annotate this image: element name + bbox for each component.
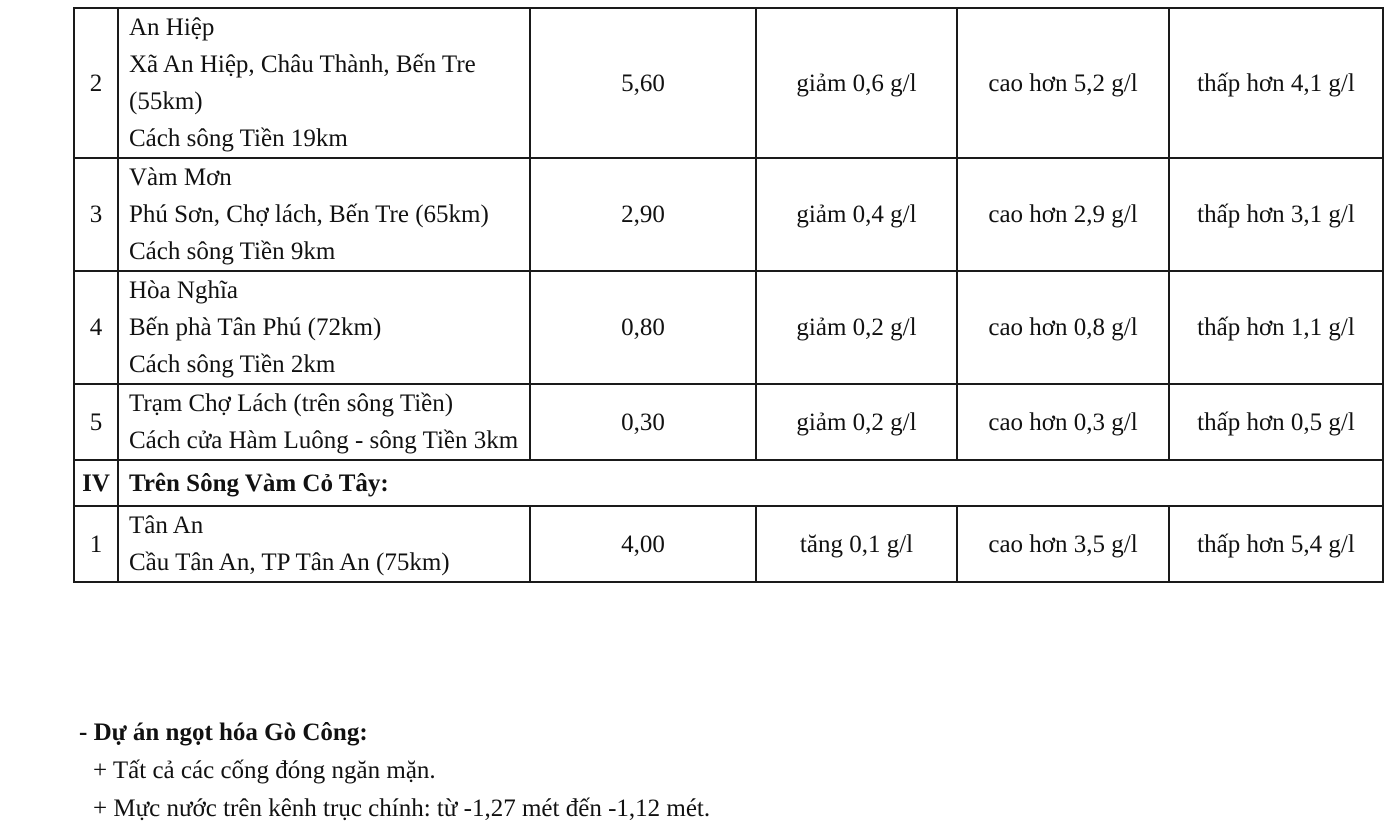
compare-lower: thấp hơn 5,4 g/l [1169,506,1383,582]
compare-lower: thấp hơn 3,1 g/l [1169,158,1383,271]
compare-higher: cao hơn 0,3 g/l [957,384,1169,460]
station-location-line: Xã An Hiệp, Châu Thành, Bến Tre (55km) [129,51,476,115]
table-row [74,506,1383,582]
compare-higher: cao hơn 5,2 g/l [957,8,1169,158]
compare-higher: cao hơn 0,8 g/l [957,271,1169,384]
salinity-change: giảm 0,4 g/l [756,158,957,271]
station-location-line: Bến phà Tân Phú (72km) [129,314,382,341]
salinity-table [73,7,1384,583]
station-location-line: Trạm Chợ Lách (trên sông Tiền) [129,390,454,417]
station-location [118,271,530,384]
compare-higher: cao hơn 3,5 g/l [957,506,1169,582]
row-number: 5 [74,384,118,460]
salinity-table-body [74,8,1383,582]
row-number: 2 [74,8,118,158]
note-item-2: + Mực nước trên kênh trục chính: từ -1,27 mét đến -1,12 mét. [93,795,711,822]
station-location-line: Hòa Nghĩa [129,277,238,304]
compare-lower: thấp hơn 0,5 g/l [1169,384,1383,460]
section-title: Trên Sông Vàm Cỏ Tây: [118,460,1383,506]
station-location [118,384,530,460]
salinity-value: 5,60 [530,8,756,158]
row-number: 3 [74,158,118,271]
salinity-value: 0,80 [530,271,756,384]
station-location-line: Cầu Tân An, TP Tân An (75km) [129,549,450,576]
row-number: 1 [74,506,118,582]
compare-higher: cao hơn 2,9 g/l [957,158,1169,271]
salinity-value: 0,30 [530,384,756,460]
station-location-line: Phú Sơn, Chợ lách, Bến Tre (65km) [129,201,489,228]
section-number: IV [74,460,118,506]
note-item-1: + Tất cả các cống đóng ngăn mặn. [93,757,436,784]
station-location-line: Tân An [129,512,204,539]
station-location [118,506,530,582]
station-location-line: Cách sông Tiền 19km [129,125,348,152]
station-location-line: Cách cửa Hàm Luông - sông Tiền 3km [129,427,519,454]
table-row [74,271,1383,384]
station-location-line: An Hiệp [129,14,215,41]
station-location [118,158,530,271]
compare-lower: thấp hơn 4,1 g/l [1169,8,1383,158]
station-location [118,8,530,158]
salinity-value: 2,90 [530,158,756,271]
notes-heading: - Dự án ngọt hóa Gò Công: [79,719,368,746]
salinity-change: giảm 0,2 g/l [756,271,957,384]
station-location-line: Vàm Mơn [129,164,232,191]
salinity-change: giảm 0,2 g/l [756,384,957,460]
station-location-line: Cách sông Tiền 9km [129,238,336,265]
salinity-change: giảm 0,6 g/l [756,8,957,158]
row-number: 4 [74,271,118,384]
section-row [74,460,1383,506]
salinity-value: 4,00 [530,506,756,582]
table-row [74,384,1383,460]
table-row [74,8,1383,158]
compare-lower: thấp hơn 1,1 g/l [1169,271,1383,384]
notes-section [79,714,710,828]
table-row [74,158,1383,271]
salinity-change: tăng 0,1 g/l [756,506,957,582]
station-location-line: Cách sông Tiền 2km [129,351,336,378]
